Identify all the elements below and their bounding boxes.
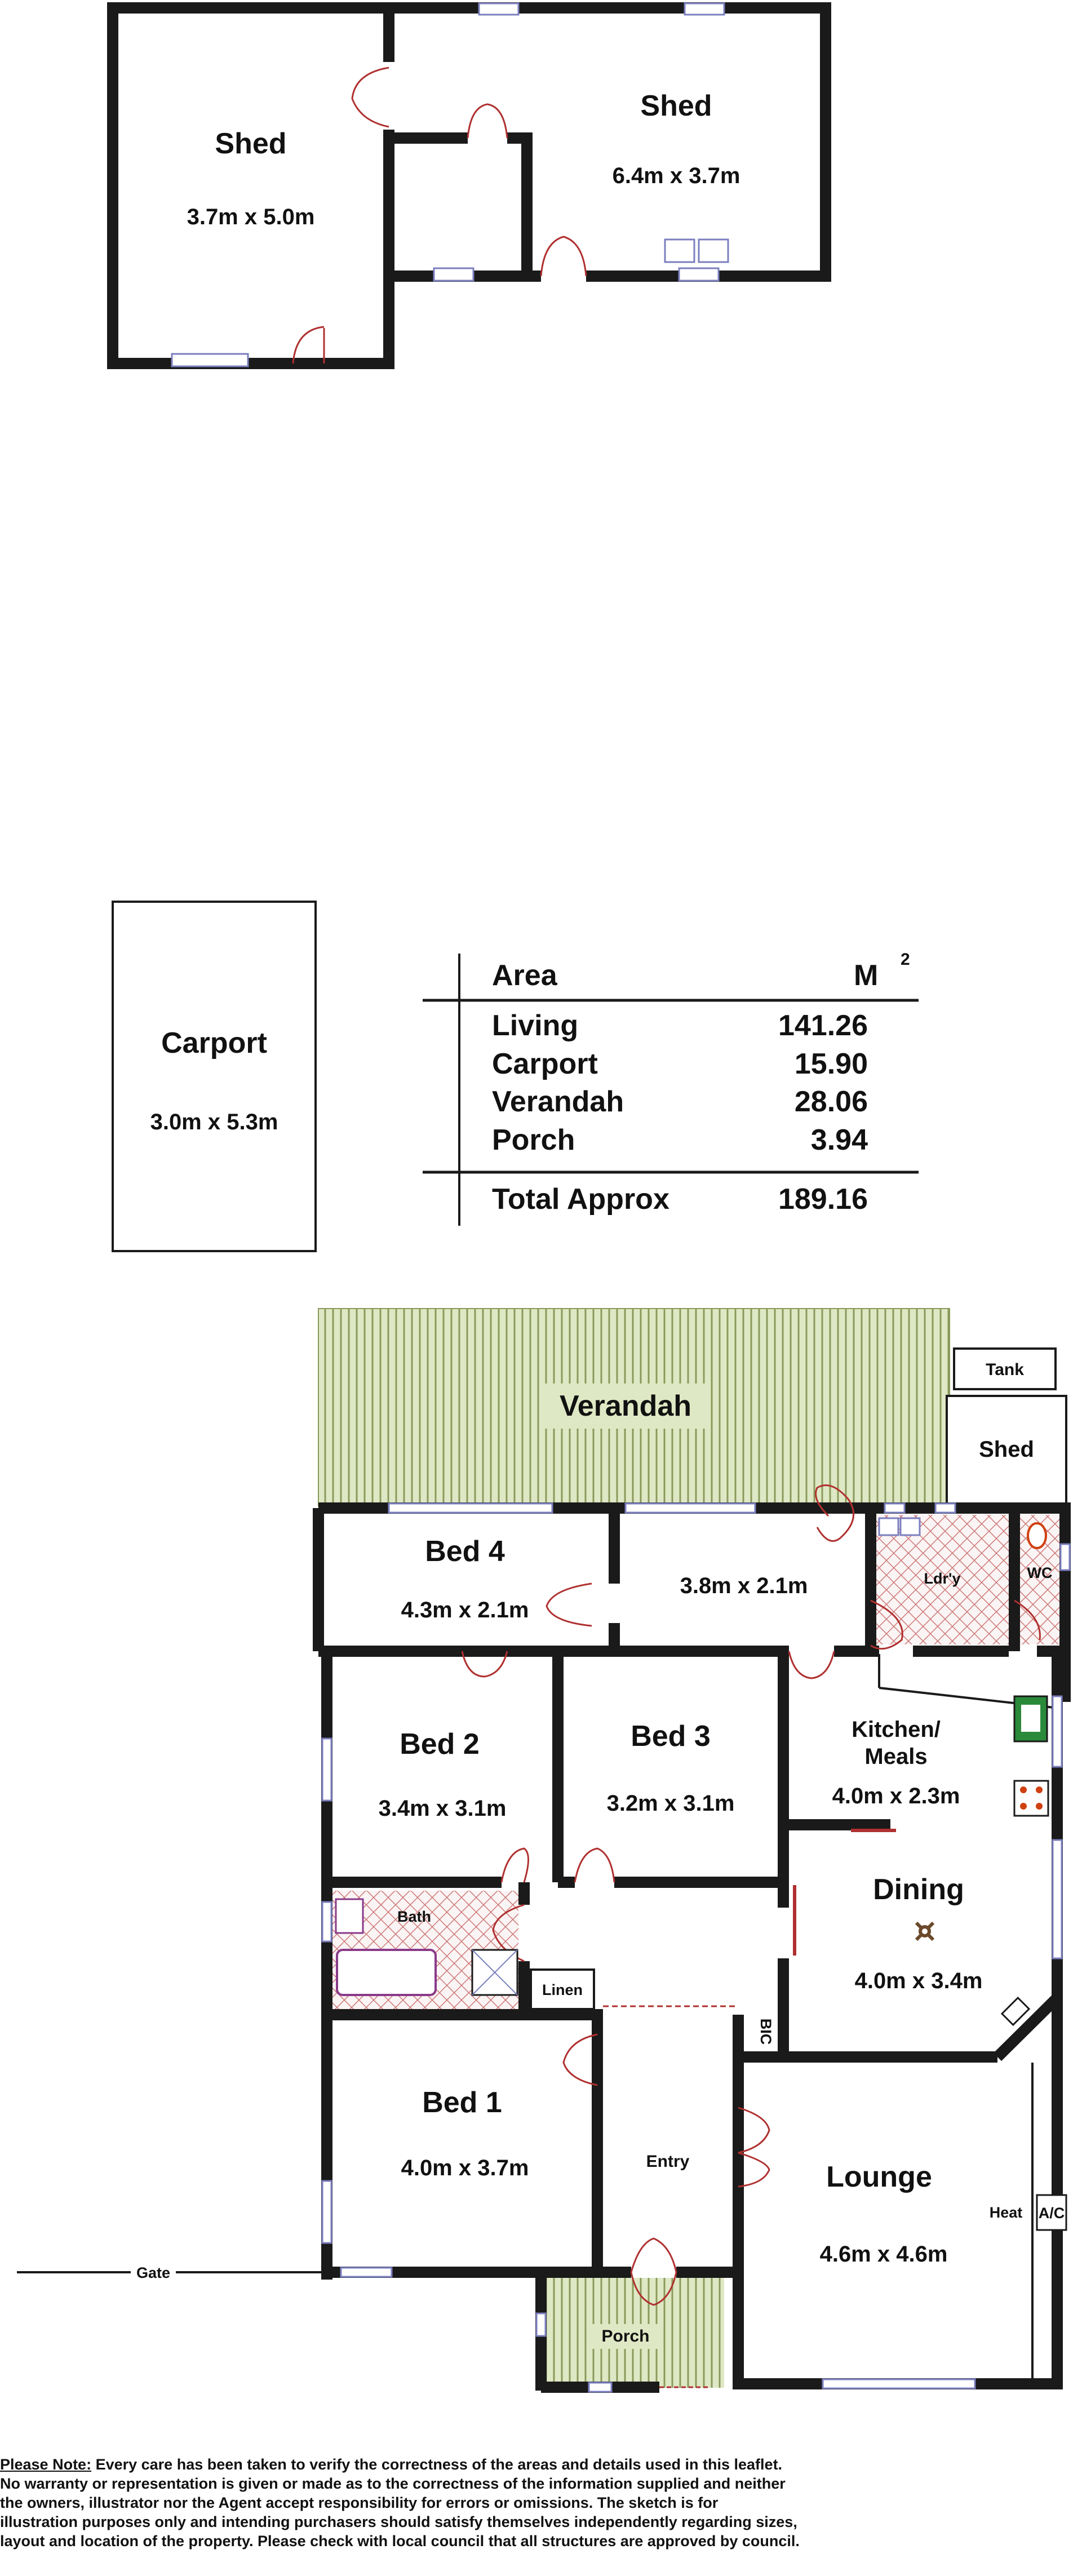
window: [341, 2268, 392, 2277]
window: [699, 240, 728, 262]
window: [823, 2379, 975, 2388]
laundry-sink: [879, 1518, 898, 1535]
porch-name: Porch: [601, 2327, 650, 2346]
window: [322, 1739, 331, 1801]
fireplace-corner: [1002, 1998, 1029, 2025]
laundry-sink: [901, 1518, 920, 1535]
door-swing: [502, 1848, 529, 1882]
window: [626, 1504, 755, 1513]
linen-name: Linen: [542, 1981, 583, 1998]
hotplate: [1036, 1803, 1043, 1810]
carport-outline: [113, 902, 316, 1251]
window: [434, 268, 473, 281]
disclaimer-line-4: illustration purposes only and intending purchasers should satisfy themselves independently regarding sizes,: [0, 2513, 797, 2530]
window: [685, 3, 724, 15]
bed4-dims: 4.3m x 2.1m: [401, 1598, 529, 1622]
table-header-unit-sup: 2: [901, 950, 910, 969]
vanity-basin: [336, 1899, 363, 1933]
door-swing: [547, 1584, 592, 1626]
window: [1053, 1840, 1062, 1958]
window: [322, 2181, 331, 2243]
bed1-name: Bed 1: [422, 2086, 502, 2119]
window: [1061, 1544, 1070, 1570]
entry-name: Entry: [646, 2152, 690, 2171]
verandah-name: Verandah: [559, 1390, 692, 1422]
bed2-dims: 3.4m x 3.1m: [378, 1796, 507, 1821]
window: [589, 2383, 611, 2392]
window: [536, 2313, 546, 2336]
window: [1053, 1696, 1062, 1767]
table-row-label: Verandah: [492, 1085, 624, 1118]
lounge-dims: 4.6m x 4.6m: [819, 2242, 948, 2267]
oven: [1014, 1781, 1048, 1816]
tank-name: Tank: [986, 1360, 1024, 1379]
window: [322, 1902, 331, 1941]
bathtub: [337, 1950, 436, 1995]
table-row-value: 3.94: [810, 1124, 868, 1156]
table-row-label: Carport: [492, 1048, 598, 1080]
heat-label: Heat: [989, 2204, 1023, 2221]
window: [885, 1504, 904, 1513]
disclaimer-line-1: [0, 2455, 1082, 2474]
ac-label: A/C: [1038, 2205, 1065, 2222]
lounge-name: Lounge: [826, 2161, 932, 2193]
ceiling-fan-icon: [916, 1923, 933, 1940]
laundry-name: Ldr'y: [924, 1570, 961, 1587]
door-swing: [541, 237, 586, 276]
right-shed-name: Shed: [640, 90, 712, 122]
bed4-name: Bed 4: [425, 1535, 505, 1568]
left-shed-walls: [113, 8, 389, 363]
bed1-dims: 4.0m x 3.7m: [401, 2156, 529, 2180]
window: [935, 1504, 955, 1513]
cooktop-inner: [1021, 1705, 1040, 1732]
left-shed-name: Shed: [215, 127, 287, 160]
wc-name: WC: [1027, 1564, 1053, 1581]
table-row-label: Living: [492, 1009, 579, 1042]
window: [172, 354, 248, 366]
dining-dims: 4.0m x 3.4m: [854, 1968, 983, 1993]
door-swing: [352, 68, 389, 127]
disclaimer-text: Every care has been taken to verify the correctness of the areas and details used in this leaflet.: [91, 2456, 783, 2473]
disclaimer-line-5: layout and location of the property. Please check with local council that all structures are approved by council.: [0, 2533, 800, 2550]
toilet: [1028, 1523, 1046, 1548]
hotplate: [1020, 1803, 1027, 1810]
table-header-label: Area: [492, 959, 557, 992]
hotplate: [1036, 1786, 1043, 1793]
window: [389, 1504, 552, 1513]
room-dims: 3.8m x 2.1m: [680, 1573, 808, 1598]
right-shed-dims: 6.4m x 3.7m: [612, 163, 740, 188]
table-header-unit: M: [854, 959, 879, 992]
left-shed-dims: 3.7m x 5.0m: [187, 205, 315, 229]
hotplate: [1020, 1786, 1027, 1793]
gate-label: Gate: [136, 2264, 171, 2281]
bed3-name: Bed 3: [631, 1720, 711, 1753]
window: [479, 3, 518, 15]
door-swing: [789, 1651, 834, 1678]
disclaimer: [0, 2455, 1082, 2551]
window: [665, 240, 694, 262]
kitchen-name-line1: Kitchen/: [852, 1717, 941, 1742]
table-total-value: 189.16: [778, 1183, 868, 1216]
area-table: [423, 950, 919, 1226]
carport-name: Carport: [161, 1027, 267, 1059]
dining-name: Dining: [873, 1873, 964, 1906]
door-swing: [468, 104, 507, 138]
table-row-value: 15.90: [794, 1048, 868, 1080]
small-shed-name: Shed: [979, 1437, 1034, 1462]
bic-label: BIC: [757, 2018, 774, 2045]
carport-dims: 3.0m x 5.3m: [150, 1110, 278, 1134]
disclaimer-line-3: the owners, illustrator nor the Agent accept responsibility for errors or omissions. The sketch is for: [0, 2494, 719, 2511]
bed3-dims: 3.2m x 3.1m: [606, 1791, 735, 1816]
disclaimer-label: Please Note:: [0, 2456, 92, 2473]
store-walls-2: [507, 138, 527, 276]
shed-doors: [293, 68, 586, 363]
kitchen-name-line2: Meals: [864, 1744, 928, 1769]
disclaimer-line-2: No warranty or representation is given or made as to the correctness of the information supplied and neither: [0, 2475, 786, 2492]
table-row-label: Porch: [492, 1124, 575, 1156]
door-swing: [575, 1848, 614, 1882]
table-row-value: 28.06: [794, 1085, 868, 1118]
kitchen-dims: 4.0m x 2.3m: [832, 1784, 960, 1808]
table-row-value: 141.26: [778, 1009, 868, 1042]
bed2-name: Bed 2: [400, 1728, 480, 1761]
window: [679, 268, 719, 281]
table-total-label: Total Approx: [492, 1183, 669, 1216]
bath-name: Bath: [397, 1908, 431, 1925]
